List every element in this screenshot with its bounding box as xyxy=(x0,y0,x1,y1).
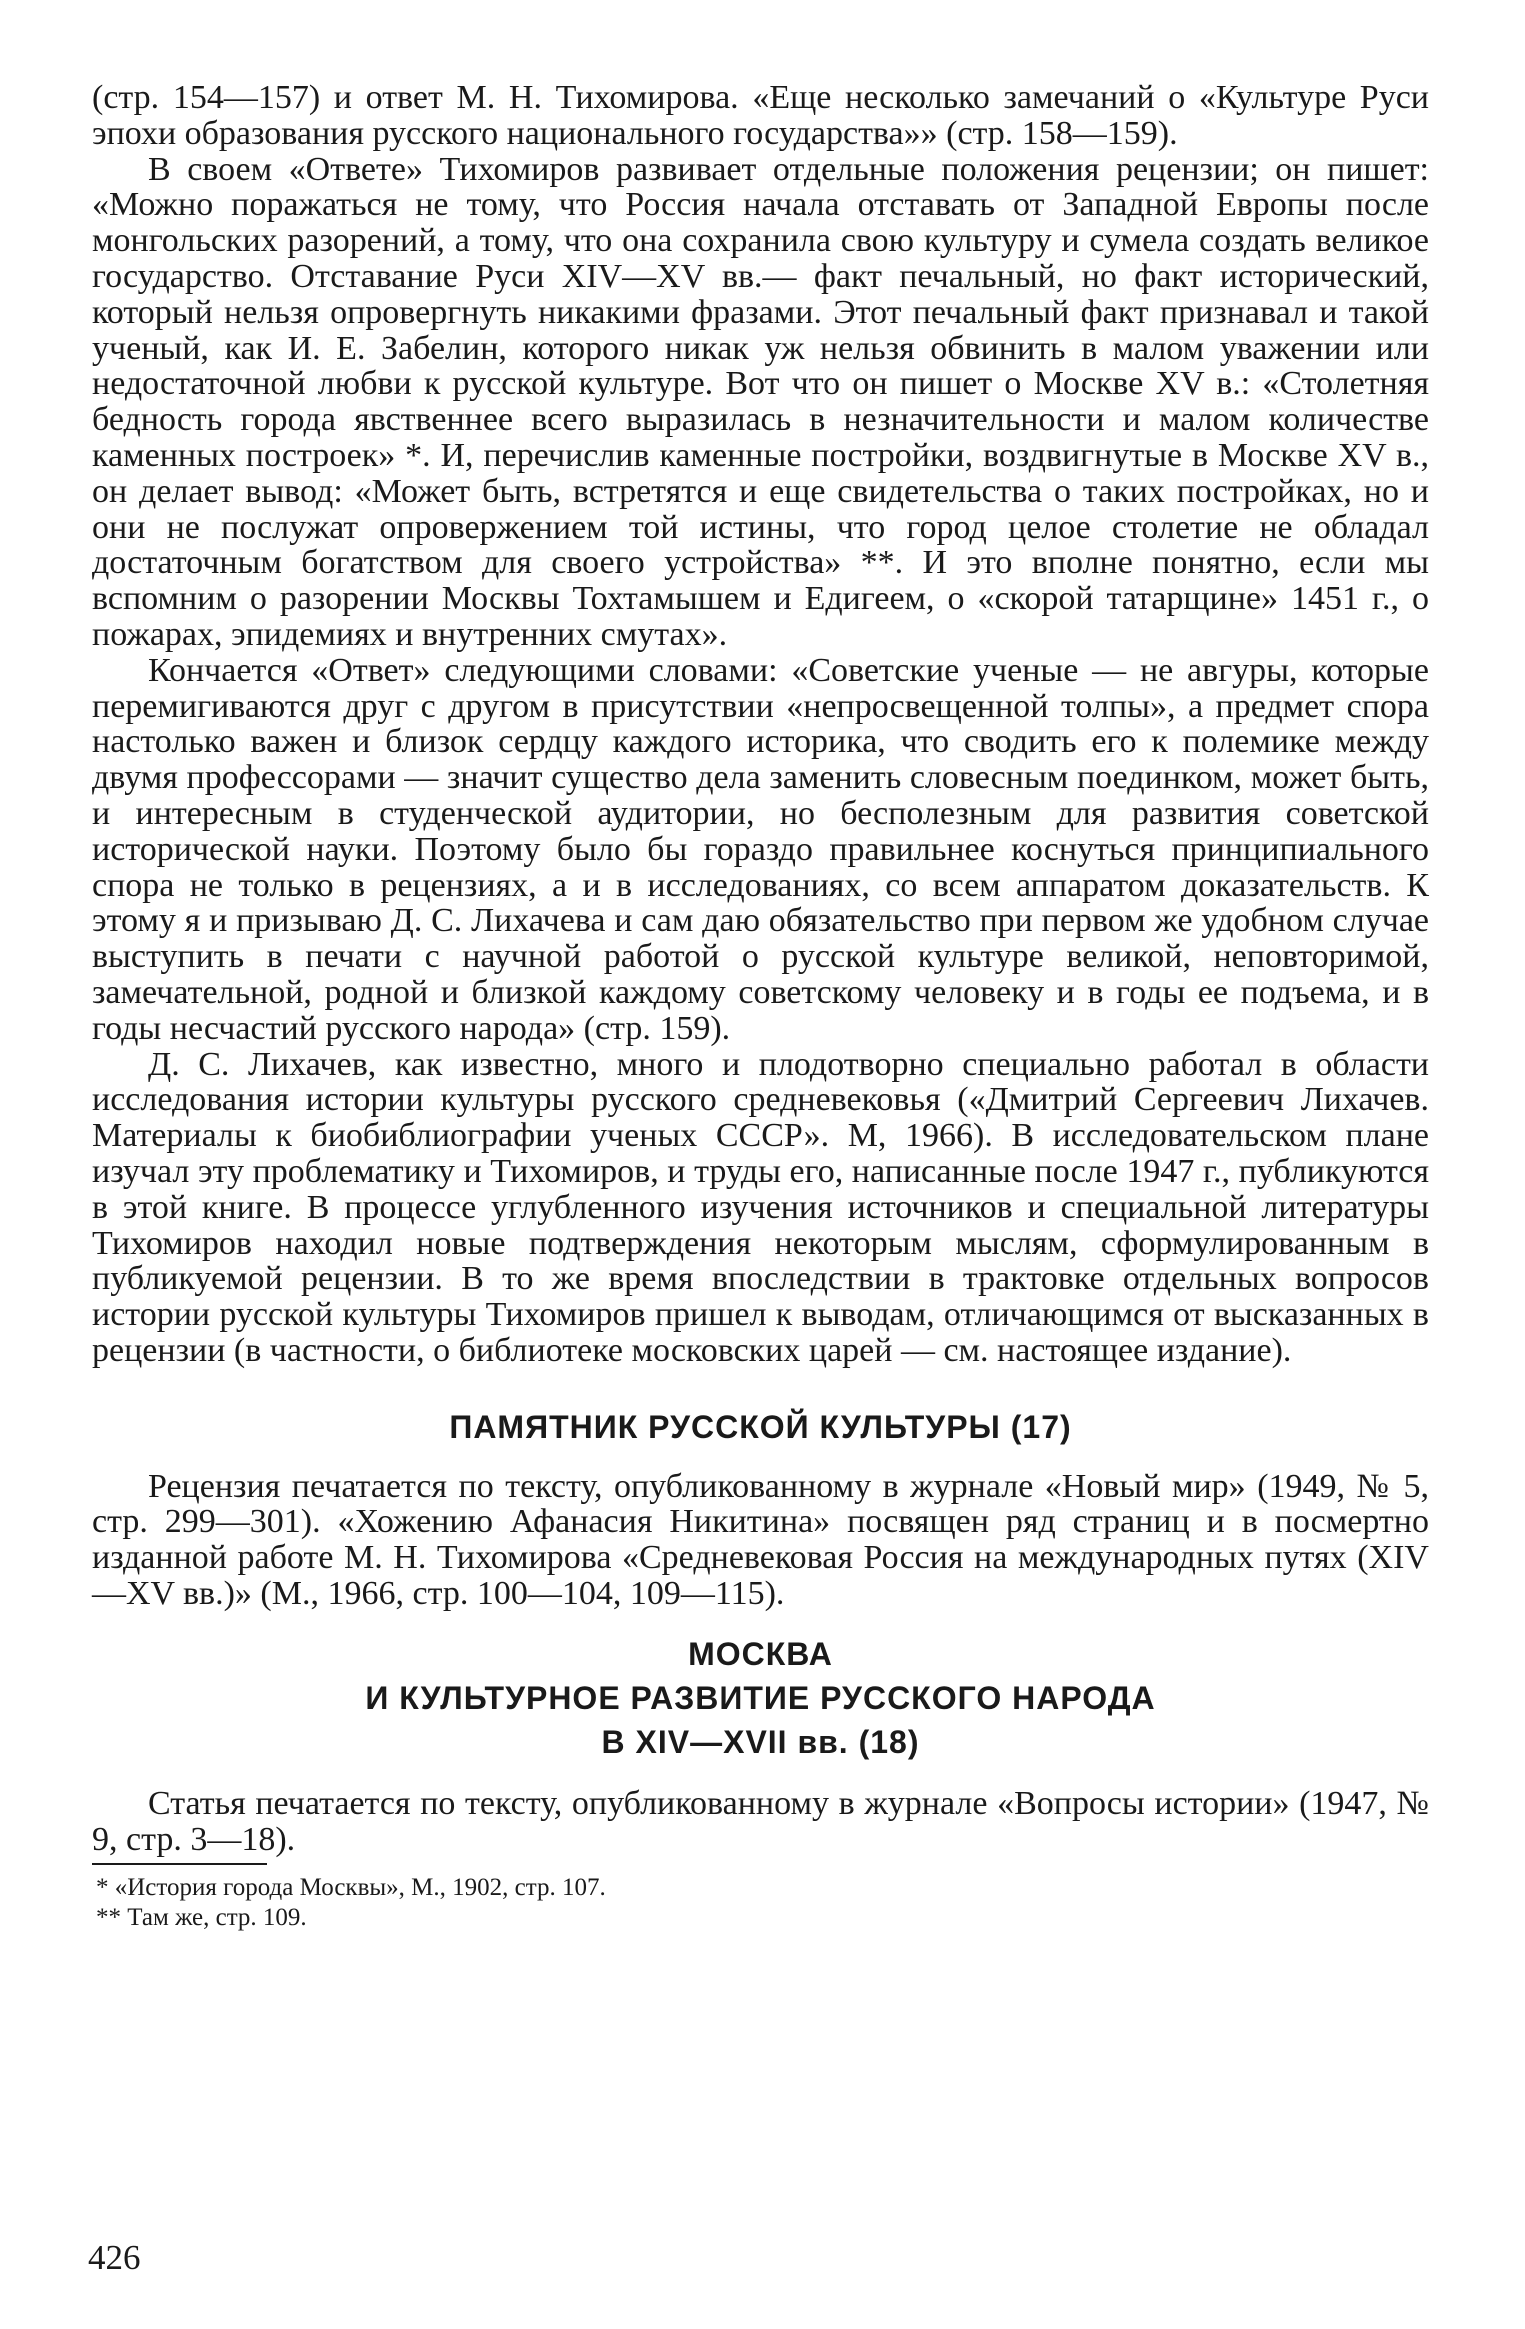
paragraph-1: (стр. 154—157) и ответ М. Н. Тихомирова. «Еще несколько замечаний о «Культуре Руси эпохи образования русского национального государства»» (стр. 158—159). xyxy=(92,79,1429,152)
paragraph-4: Д. С. Лихачев, как известно, много и плодотворно специально работал в области исследования истории культуры русского средневековья («Дмитрий Сергеевич Лихачев. Материалы к биобиблиографии ученых СССР». М, 1966). В исследовательском плане изучал эту проблематику и Тихомиров, и труды его, написанные после 1947 г., публикуются в этой книге. В процессе углубленного изучения источников и специальной литературы Тихомиров находил новые подтверждения некоторым мыслям, сформулированным в публикуемой рецензии. В то же время впоследствии в трактовке отдельных вопросов истории русской культуры Тихомиров пришел к выводам, отличающимся от высказанных в рецензии (в частности, о библиотеке московских царей — см. настоящее издание). xyxy=(92,1045,1429,1369)
section-18-heading-line-3: В XIV—XVII вв. (18) xyxy=(601,1723,920,1760)
section-18-text: Статья печатается по тексту, опубликованному в журнале «Вопросы истории» (1947, № 9, стр. 3—18). xyxy=(92,1784,1429,1858)
paragraph-2: В своем «Ответе» Тихомиров развивает отдельные положения рецензии; он пишет: «Можно поражаться не тому, что Россия начала отставать от Западной Европы после монгольских разорений, а тому, что она сохранила свою культуру и сумела создать великое государство. Отставание Руси XIV—XV вв.— факт печальный, но факт исторический, который нельзя опровергнуть никакими фразами. Этот печальный факт признавал и такой ученый, как И. Е. Забелин, которого никак уж нельзя обвинить в малом уважении или недостаточной любви к русской культуре. Вот что он пишет о Москве XV в.: «Столетняя бедность города явственнее всего выразилась в незначительности и малом количестве каменных построек» *. И, перечислив каменные постройки, воздвигнутые в Москве XV в., он делает вывод: «Может быть, встретятся и еще свидетельства о таких постройках, но и они не послужат опровержением той истины, что город целое столетие не обладал достаточным богатством для своего устройства» **. И это вполне понятно, если мы вспомним о разорении Москвы Тохтамышем и Едигеем, о «скорой татарщине» 1451 г., о пожарах, эпидемиях и внутренних смутах». xyxy=(92,150,1429,653)
footnote-1: * «История города Москвы», М., 1902, стр. 107. xyxy=(96,1874,606,1902)
section-18-heading-line-2: И КУЛЬТУРНОЕ РАЗВИТИЕ РУССКОГО НАРОДА xyxy=(365,1679,1156,1716)
text-column xyxy=(92,80,1429,1933)
section-18-heading xyxy=(92,1632,1429,1764)
section-18-heading-line-1: МОСКВА xyxy=(688,1635,833,1672)
section-17-text: Рецензия печатается по тексту, опубликованному в журнале «Новый мир» (1949, № 5, стр. 299—301). «Хожению Афанасия Никитина» посвящен ряд страниц и в посмертно изданной работе М. Н. Тихомирова «Средневековая Россия на международных путях (XIV—XV вв.)» (М., 1966, стр. 100—104, 109—115). xyxy=(92,1467,1429,1613)
section-17-heading: ПАМЯТНИК РУССКОЙ КУЛЬТУРЫ (17) xyxy=(449,1408,1072,1445)
footnote-divider xyxy=(92,1863,267,1865)
footnotes xyxy=(92,1873,1429,1933)
page-number: 426 xyxy=(88,2238,141,2277)
paragraph-3: Кончается «Ответ» следующими словами: «Советские ученые — не авгуры, которые перемигиваются друг с другом в присутствии «непросвещенной толпы», а предмет спора настолько важен и близок сердцу каждого историка, что сводить его к полемике между двумя профессорами — значит существо дела заменить словесным поединком, может быть, и интересным в студенческой аудитории, но бесполезным для развития советской исторической науки. Поэтому было бы гораздо правильнее коснуться принципиального спора не только в рецензиях, а и в исследованиях, со всем аппаратом доказательств. К этому я и призываю Д. С. Лихачева и сам даю обязательство при первом же удобном случае выступить в печати с научной работой о русской культуре великой, неповторимой, замечательной, родной и близкой каждому советскому человеку и в годы ее подъема, и в годы несчастий русского народа» (стр. 159). xyxy=(92,651,1429,1047)
footnote-2: ** Там же, стр. 109. xyxy=(96,1904,307,1932)
